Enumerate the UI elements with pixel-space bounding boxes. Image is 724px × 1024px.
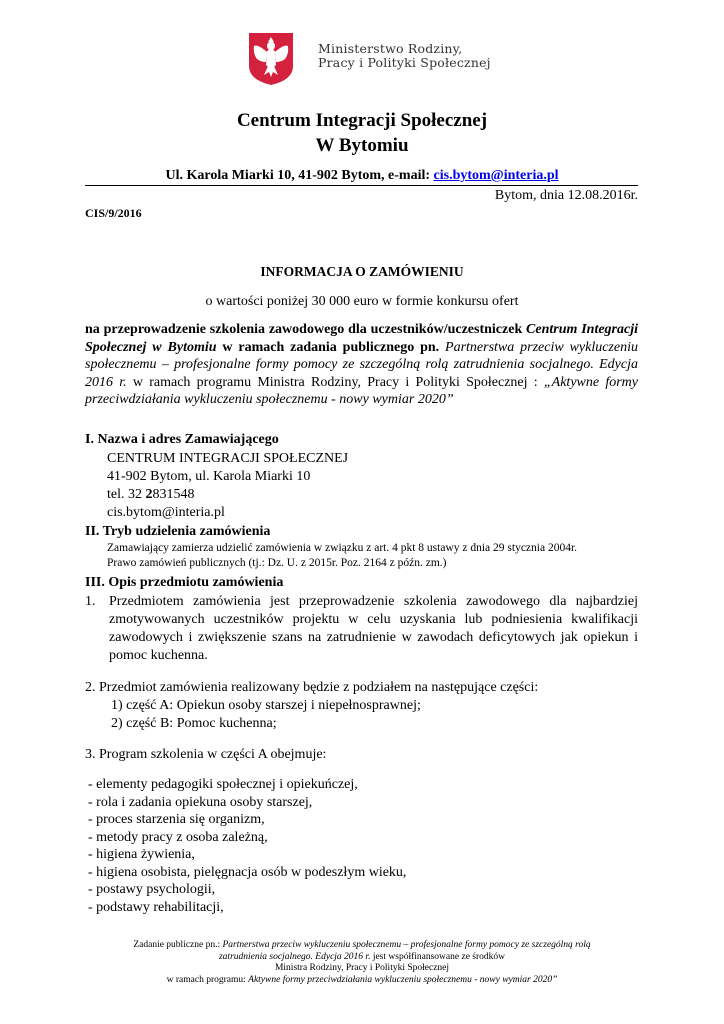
phone-bold: 2 [145,487,153,502]
item2-part-a: 1) część A: Opiekun osoby starszej i niepełnosprawnej; [111,698,421,713]
ministry-name [318,42,518,70]
list-item: - rola i zadania opiekuna osoby starszej, [88,794,313,810]
contracting-phone [107,486,348,504]
phone-prefix: tel. 32 [107,487,146,502]
org-title-line2: W Bytomiu [315,135,409,156]
program-list [88,776,406,916]
item1-number: 1. [85,594,96,609]
list-item: - higiena żywienia, [88,847,195,862]
reference-number: CIS/9/2016 [85,206,142,220]
section2-text [107,541,577,571]
list-item: - higiena osobista, pielęgnacja osób w podeszłym wieku, [88,864,407,880]
org-title-line1: Centrum Integracji Społecznej [236,110,488,131]
footer-line2 [0,952,724,964]
polish-eagle-emblem-icon [248,32,294,86]
list-item: - proces starzenia się organizm, [88,812,265,827]
contracting-address: 41-902 Bytom, ul. Karola Miarki 10 [107,469,311,484]
email-link[interactable]: cis.bytom@interia.pl [433,168,559,183]
item2-text: 2. Przedmiot zamówienia realizowany będzie z podziałem na następujące części: [85,680,539,695]
section1-details [107,450,348,522]
item2-part-b: 2) część B: Pomoc kuchenna; [111,716,277,731]
intro-bold1: na przeprowadzenie szkolenia zawodowego dla uczestników/uczestniczek [85,322,527,337]
footer-project-title: Partnerstwa przeciw wykluczeniu społecznemu – profesjonalne formy pomocy ze szczególną rolą [222,940,591,950]
address-text: Ul. Karola Miarki 10, 41-902 Bytom, e-mail: [165,168,434,183]
intro-project-title: Partnerstwa przeciw wykluczeniu społecznemu – profesjonalne formy pomocy ze szczególną rolą zatrudnienia socjalnego. Edycja 2016 r. [85,339,638,390]
page-footer [0,940,724,986]
footer-line4 [0,975,724,987]
org-title [0,108,724,158]
item3-text: 3. Program szkolenia w części A obejmuje: [85,747,327,762]
intro-program-text: w ramach programu Ministra Rodziny, Pracy i Polityki Społecznej : [126,374,544,390]
list-item: - elementy pedagogiki społecznej i opiekuńczej, [88,777,358,792]
divider [85,185,638,186]
footer-line1 [0,940,724,952]
ministry-line2: Pracy i Polityki Społecznej [318,55,491,70]
phone-rest: 831548 [152,487,195,502]
intro-program-title: „Aktywne formy przeciwdziałania wykluczeniu społecznemu - nowy wymiar 2020” [85,374,638,407]
section3-title: III. Opis przedmiotu zamówienia [85,575,284,590]
footer-prefix: Zadanie publiczne pn.: [133,940,223,950]
list-item: - postawy psychologii, [88,882,216,897]
footer-program-title: Aktywne formy przeciwdziałania wykluczeniu społecznemu - nowy wymiar 2020” [248,974,558,985]
contracting-name: CENTRUM INTEGRACJI SPOŁECZNEJ [107,451,349,466]
contracting-email: cis.bytom@interia.pl [107,505,225,520]
footer-ministry: Ministra Rodziny, Pracy i Polityki Społecznej [274,963,450,973]
section2-title: II. Tryb udzielenia zamówienia [85,524,271,539]
list-item: - podstawy rehabilitacji, [88,899,224,915]
intro-paragraph [85,321,638,409]
ministry-line1: Ministerstwo Rodziny, [318,41,463,56]
section1-title: I. Nazwa i adres Zamawiającego [85,432,279,447]
date-line: Bytom, dnia 12.08.2016r. [494,188,638,203]
footer-program-prefix: w ramach programu: [166,974,249,985]
list-item: - metody pracy z osoba zależną, [88,829,268,845]
section2-line1: Zamawiający zamierza udzielić zamówienia w związku z art. 4 pkt 8 ustawy z dnia 29 stycznia 2004r. [107,542,578,554]
document-heading: INFORMACJA O ZAMÓWIENIU [260,264,464,279]
intro-bold2: w ramach zadania publicznego pn. [216,339,446,355]
footer-cofinanced: jest współfinansowane ze środków [370,951,506,962]
item1-text: Przedmiotem zamówienia jest przeprowadzenie szkolenia zawodowego dla najbardziej zmotywowanych uczestników projektu w celu uzyskania lub podniesienia kwalifikacji zawodowych i zwiększenie szans na zatrudnienie w zawodach deficytowych jak opiekun i pomoc kuchenna. [109,594,638,663]
footer-project-title2: zatrudnienia socjalnego. Edycja 2016 r. [218,951,371,962]
intro-org-name: Centrum Integracji Społecznej w Bytomiu [85,322,638,355]
address-line [0,168,724,184]
section2-line2: Prawo zamówień publicznych (tj.: Dz. U. z 2015r. Poz. 2164 z późn. zm.) [107,557,447,569]
document-subheading: o wartości poniżej 30 000 euro w formie konkursu ofert [205,294,519,309]
